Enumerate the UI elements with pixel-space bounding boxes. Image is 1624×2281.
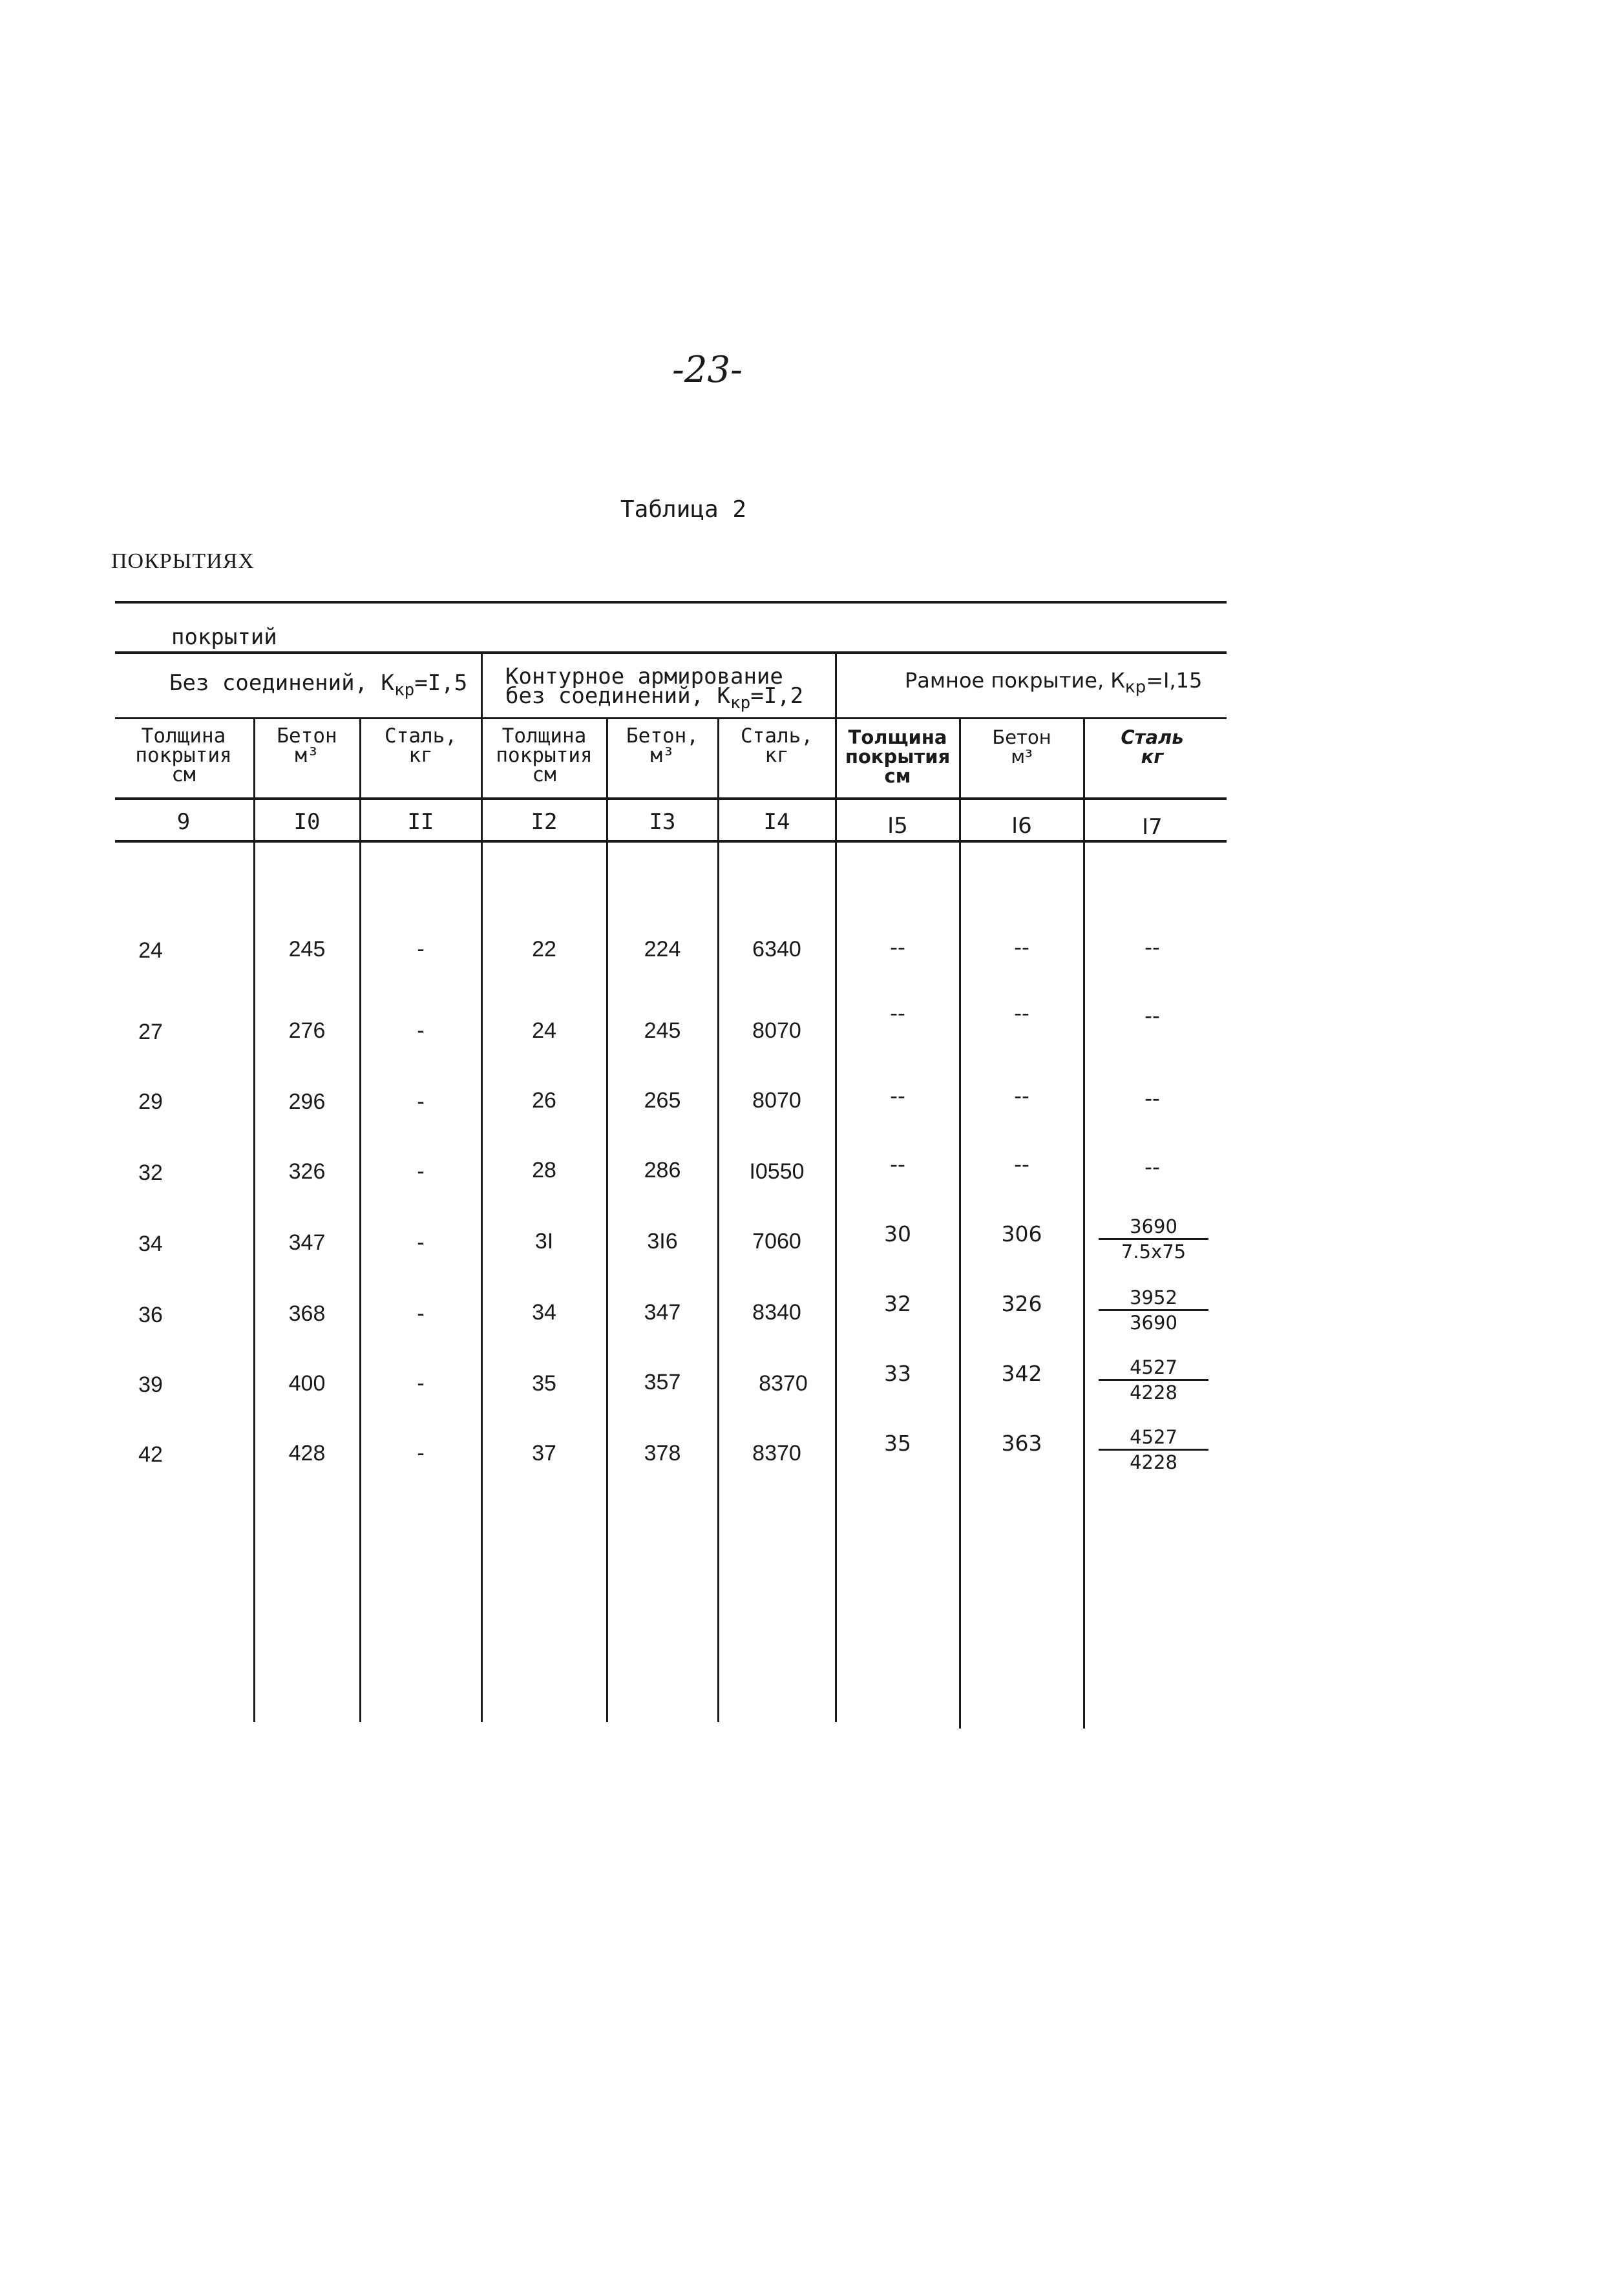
cell-steel: - [417,1371,425,1396]
cell-thickness: 39 [138,1372,163,1397]
cell-concrete: 378 [644,1441,681,1466]
col-number-15: I5 [887,813,908,839]
col-number-11: II [407,809,434,835]
page-number: -23- [672,349,743,391]
col-header-13: Бетон, м³ [626,724,699,767]
cell-steel: -- [1144,1003,1160,1028]
cell-steel: - [417,1441,425,1466]
cell-steel: - [417,1159,425,1184]
cell-concrete: -- [1014,1083,1029,1108]
cell-concrete: 326 [1001,1291,1042,1316]
cell-steel: 8370 [759,1371,808,1396]
group-bottom-rule [115,717,1227,719]
col-divider [253,717,255,1722]
col-header-16: Бетон м³ [992,726,1051,768]
group-header-no-joints: Без соединений, $К_{кр}=I,5$ [169,670,468,700]
cell-concrete: 224 [644,937,681,962]
cell-concrete: 342 [1001,1361,1042,1386]
cell-concrete: 276 [288,1018,326,1043]
col-number-13: I3 [649,809,676,835]
cell-steel-fraction: $\frac{3952}{3690}$ [1099,1286,1208,1334]
cell-steel: - [417,1230,425,1255]
cell-thickness: 32 [884,1291,911,1316]
col-header-17: Сталь кг [1121,726,1184,768]
cell-thickness: 37 [532,1441,556,1466]
colnum-bottom-rule [115,840,1227,843]
cell-concrete: 245 [644,1018,681,1043]
cell-concrete: 428 [288,1441,326,1466]
cell-thickness: 30 [884,1221,911,1246]
cell-concrete: 347 [288,1230,326,1255]
cell-steel-fraction: $\frac{3690}{7.5x75}$ [1099,1215,1208,1263]
cell-steel-fraction: $\frac{4527}{4228}$ [1099,1356,1208,1404]
cell-concrete: 296 [288,1089,326,1114]
cell-thickness: 35 [532,1371,556,1396]
cell-steel: - [417,1301,425,1326]
cell-concrete: -- [1014,934,1029,960]
cell-thickness: -- [890,1151,905,1177]
cell-concrete: 3I6 [647,1229,678,1254]
col-divider [359,717,361,1722]
cell-steel: -- [1144,934,1160,960]
cell-concrete: 363 [1001,1431,1042,1456]
cell-thickness: 35 [884,1431,911,1456]
cell-thickness: 24 [138,938,163,963]
cell-steel: I0550 [749,1159,805,1184]
cell-concrete: 326 [288,1159,326,1184]
cell-thickness: -- [890,1000,905,1025]
cell-concrete: 265 [644,1088,681,1113]
col-number-9: 9 [176,809,191,835]
cell-steel: -- [1144,1086,1160,1111]
cell-steel: - [417,1018,425,1043]
cell-thickness: 36 [138,1303,163,1327]
cell-thickness: 34 [532,1300,556,1325]
cell-thickness: 42 [138,1442,163,1467]
table-caption: Таблица 2 [620,496,747,523]
cell-steel: - [417,1089,425,1114]
table-top-rule [115,601,1227,604]
col-divider [606,717,608,1722]
group-header-frame-coating: Рамное покрытие, $К_{кр}=I,15$ [905,668,1203,697]
cell-steel: 7060 [752,1229,801,1254]
cell-steel: 8370 [752,1441,801,1466]
cell-thickness: 33 [884,1361,911,1386]
group-header-contour-reinforcement: Контурное армирование без соединений, $К_{кр}=I,2$ [505,664,804,713]
col-header-15: Толщина покрытия см [845,726,951,787]
group-divider [835,651,837,1722]
cell-thickness: 3I [534,1229,554,1254]
cell-steel: 8340 [752,1300,801,1325]
cell-thickness: 22 [532,937,556,962]
cell-thickness: 24 [532,1018,556,1043]
col-number-17: I7 [1142,814,1163,840]
cell-steel: - [417,937,425,962]
cell-concrete: 357 [644,1370,681,1394]
cell-concrete: 245 [288,937,326,962]
col-header-11: Сталь, кг [385,724,457,767]
cell-steel-fraction: $\frac{4527}{4228}$ [1099,1425,1208,1474]
group-top-rule [115,651,1227,654]
cell-thickness: -- [890,1083,905,1108]
cell-concrete: -- [1014,1000,1029,1025]
cell-concrete: -- [1014,1151,1029,1177]
cell-steel: 8070 [752,1088,801,1113]
header-bottom-rule [115,797,1227,800]
col-number-14: I4 [763,809,790,835]
cell-thickness: 29 [138,1089,163,1114]
cell-concrete: 400 [288,1371,326,1396]
col-header-14: Сталь, кг [741,724,813,767]
header-continuation: покрытий [171,624,277,650]
col-header-12: Толщина покрытия см [496,724,593,786]
cell-concrete: 286 [644,1158,681,1183]
col-number-12: I2 [531,809,558,835]
col-header-10: Бетон м³ [277,724,337,767]
cell-thickness: -- [890,934,905,960]
cell-steel: 6340 [752,937,801,962]
cell-thickness: 27 [138,1020,163,1044]
col-divider [1083,717,1085,1729]
col-divider [717,717,719,1722]
cell-thickness: 28 [532,1158,556,1183]
cell-concrete: 347 [644,1300,681,1325]
cell-concrete: 306 [1001,1221,1042,1246]
cell-thickness: 26 [532,1088,556,1113]
cell-concrete: 368 [288,1301,326,1326]
col-number-16: I6 [1011,813,1032,839]
cell-thickness: 32 [138,1161,163,1185]
section-title-fragment: ПОКРЫТИЯХ [111,549,255,573]
col-number-10: I0 [293,809,321,835]
col-header-9: Толщина покрытия см [135,724,232,786]
cell-steel: -- [1144,1154,1160,1179]
cell-thickness: 34 [138,1232,163,1256]
cell-steel: 8070 [752,1018,801,1043]
